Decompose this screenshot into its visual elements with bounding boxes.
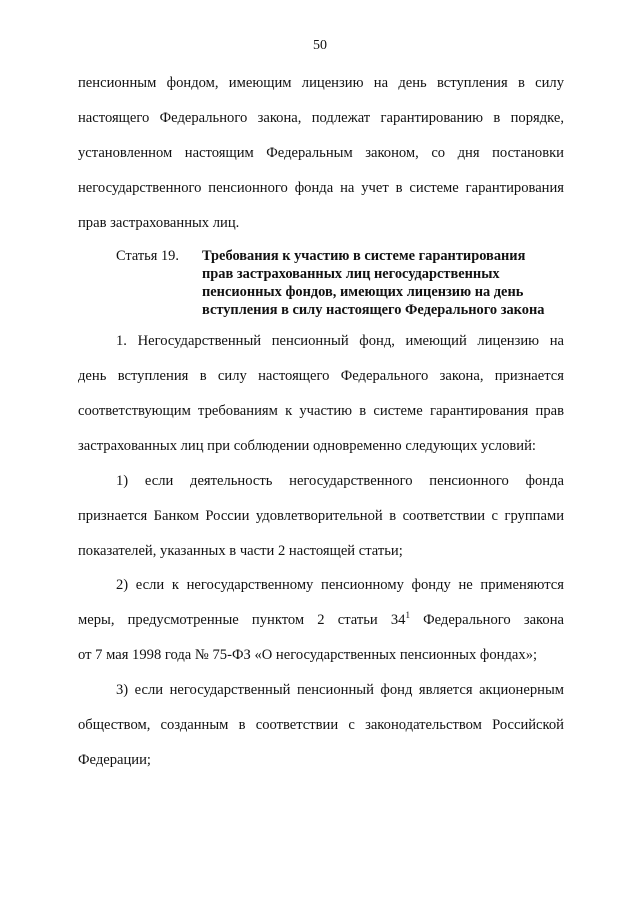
text-fragment: меры, предусмотренные пунктом 2 статьи 34 <box>78 612 406 628</box>
text-line: 1) если деятельность негосударственного пенсионного фонда <box>116 473 564 489</box>
text-line: 1. Негосударственный пенсионный фонд, имеющий лицензию на <box>116 333 564 349</box>
superscript: 1 <box>405 610 410 621</box>
item-2-paragraph <box>78 568 564 673</box>
text-line: прав застрахованных лиц. <box>78 215 240 231</box>
text-line: 2) если к негосударственному пенсионному фонду не применяются <box>116 577 564 593</box>
article-label: Статья 19. <box>116 248 179 264</box>
text-line: настоящего Федерального закона, подлежат гарантированию в порядке, <box>78 110 564 126</box>
clause-1-paragraph <box>78 324 564 464</box>
item-3-paragraph <box>78 673 564 778</box>
text-fragment: Федерального закона <box>409 612 564 628</box>
article-title-line: прав застрахованных лиц негосударственных <box>202 266 500 282</box>
text-line: пенсионным фондом, имеющим лицензию на день вступления в силу <box>78 75 564 91</box>
text-line: показателей, указанных в части 2 настоящей статьи; <box>78 543 403 559</box>
text-line: негосударственного пенсионного фонда на учет в системе гарантирования <box>78 180 564 196</box>
text-line: установленном настоящим Федеральным законом, со дня постановки <box>78 145 564 161</box>
text-line: соответствующим требованиям к участию в системе гарантирования прав <box>78 403 564 419</box>
continuation-paragraph <box>78 66 564 241</box>
article-title-line: Требования к участию в системе гарантирования <box>202 248 526 264</box>
text-line: признается Банком России удовлетворительной в соответствии с группами <box>78 508 564 524</box>
text-line: день вступления в силу настоящего Федерального закона, признается <box>78 368 564 384</box>
text-line: Федерации; <box>78 752 151 768</box>
article-title <box>202 247 566 319</box>
page-number: 50 <box>313 38 327 53</box>
text-line: 3) если негосударственный пенсионный фонд является акционерным <box>116 682 564 698</box>
article-title-line: вступления в силу настоящего Федерального закона <box>202 302 545 318</box>
text-line <box>78 603 564 638</box>
text-line: застрахованных лиц при соблюдении одновременно следующих условий: <box>78 438 536 454</box>
item-1-paragraph <box>78 464 564 569</box>
text-line: обществом, созданным в соответствии с законодательством Российской <box>78 717 564 733</box>
text-line: от 7 мая 1998 года № 75-ФЗ «О негосударственных пенсионных фондах»; <box>78 647 538 663</box>
article-title-line: пенсионных фондов, имеющих лицензию на день <box>202 284 524 300</box>
